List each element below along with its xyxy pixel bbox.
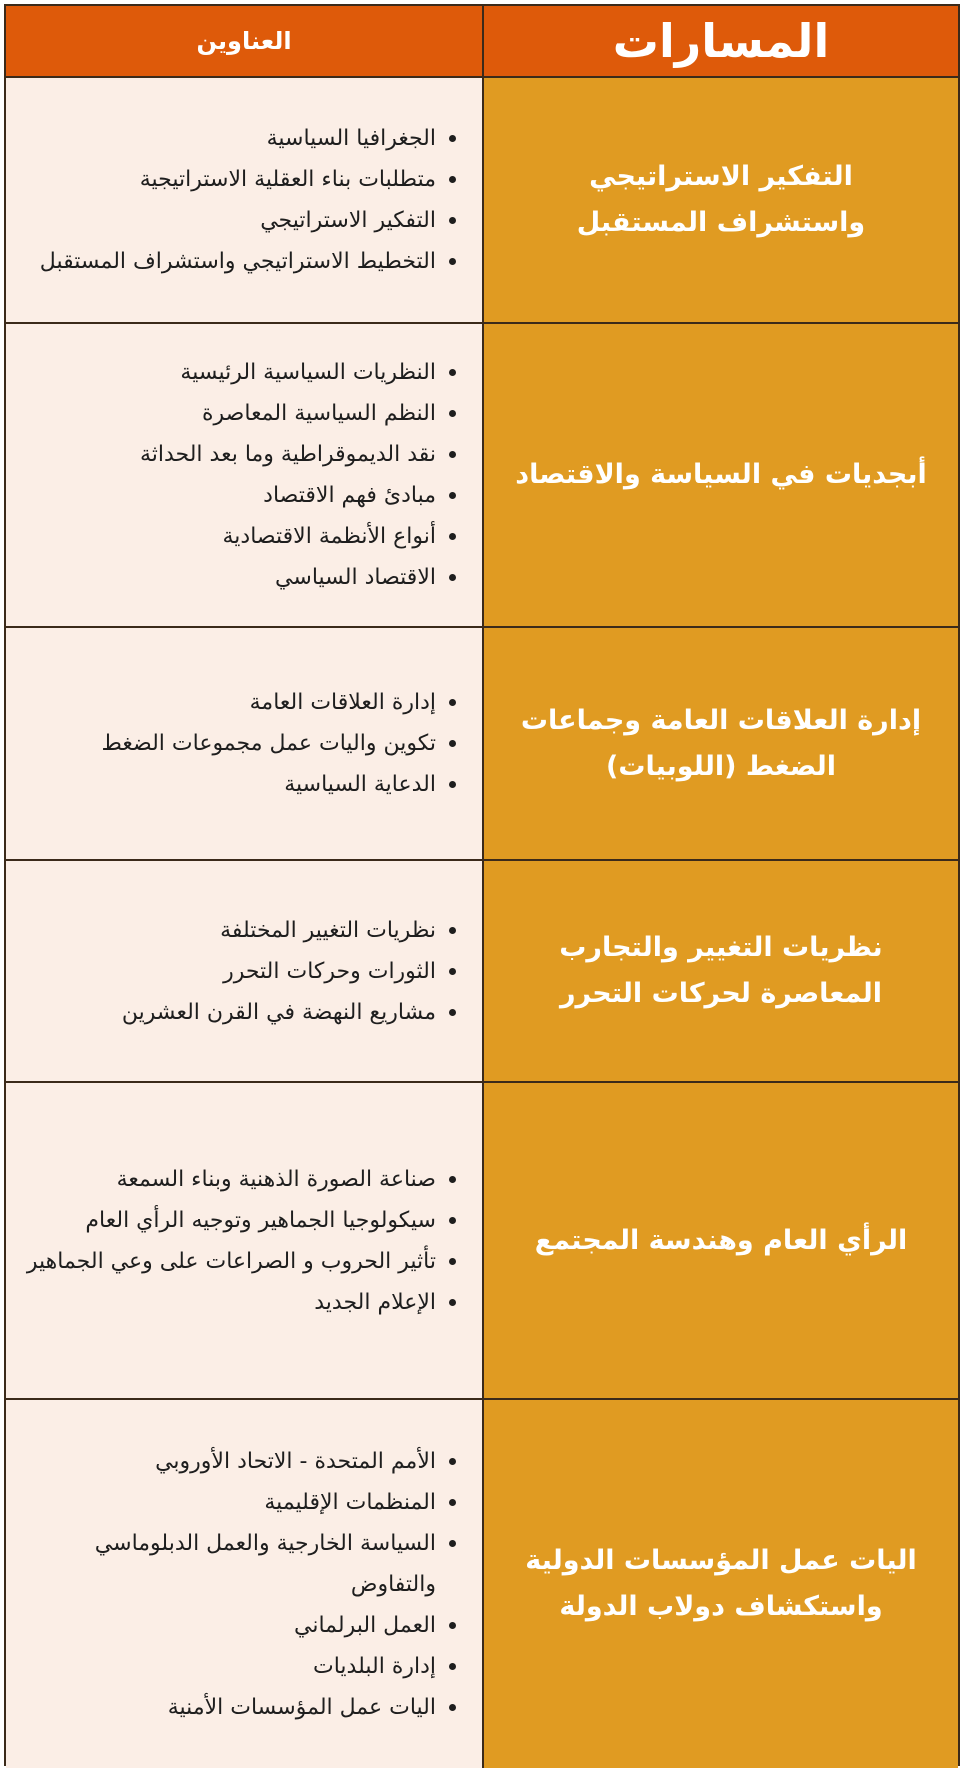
topic-item: أنواع الأنظمة الاقتصادية [18,516,464,557]
tracks-table [4,4,960,1766]
topic-item: الثورات وحركات التحرر [18,951,464,992]
topic-item: متطلبات بناء العقلية الاستراتيجية [18,159,464,200]
topics-list [18,1159,464,1323]
topic-item: المنظمات الإقليمية [18,1482,464,1523]
topic-item: التخطيط الاستراتيجي واستشراف المستقبل [18,241,464,282]
track-label: الرأي العام وهندسة المجتمع [534,1224,908,1256]
topics-cell [6,1083,482,1400]
topic-item: مشاريع النهضة في القرن العشرين [18,992,464,1033]
topic-item: الجغرافيا السياسية [18,118,464,159]
header-tracks [482,6,958,78]
topics-list [18,682,464,805]
track-cell [482,861,958,1083]
track-cell [482,78,958,324]
topics-cell [6,78,482,324]
topic-item: إدارة العلاقات العامة [18,682,464,723]
topic-item: النظم السياسية المعاصرة [18,393,464,434]
header-tracks-label: المسارات [612,14,830,68]
topic-item: نظريات التغيير المختلفة [18,910,464,951]
track-cell [482,628,958,861]
topic-item: الاقتصاد السياسي [18,557,464,598]
topic-item: اليات عمل المؤسسات الأمنية [18,1687,464,1728]
track-label: نظريات التغيير والتجارب المعاصرة لحركات التحرر [559,932,883,1009]
topic-item: نقد الديموقراطية وما بعد الحداثة [18,434,464,475]
topic-item: النظريات السياسية الرئيسية [18,352,464,393]
header-titles-label: العناوين [196,27,292,55]
topics-cell [6,861,482,1083]
topics-list [18,1441,464,1728]
topics-cell [6,324,482,628]
track-label: التفكير الاستراتيجي واستشراف المستقبل [576,161,866,238]
topic-item: العمل البرلماني [18,1605,464,1646]
topic-item: إدارة البلديات [18,1646,464,1687]
track-label: إدارة العلاقات العامة وجماعات الضغط (اللوبيات) [520,704,922,782]
track-cell [482,1400,958,1768]
track-label: اليات عمل المؤسسات الدولية واستكشاف دولاب الدولة [525,1545,917,1622]
topics-cell [6,1400,482,1768]
topic-item: صناعة الصورة الذهنية وبناء السمعة [18,1159,464,1200]
topic-item: الأمم المتحدة - الاتحاد الأوروبي [18,1441,464,1482]
track-cell [482,1083,958,1400]
topics-list [18,118,464,282]
topic-item: السياسة الخارجية والعمل الدبلوماسي والتفاوض [18,1523,464,1605]
topic-item: الإعلام الجديد [18,1282,464,1323]
topic-item: سيكولوجيا الجماهير وتوجيه الرأي العام [18,1200,464,1241]
topic-item: التفكير الاستراتيجي [18,200,464,241]
track-label: أبجديات في السياسة والاقتصاد [515,459,927,491]
header-titles [6,6,482,78]
topic-item: تأثير الحروب و الصراعات على وعي الجماهير [18,1241,464,1282]
topic-item: مبادئ فهم الاقتصاد [18,475,464,516]
topics-list [18,352,464,598]
topics-cell [6,628,482,861]
topic-item: الدعاية السياسية [18,764,464,805]
track-cell [482,324,958,628]
topics-list [18,910,464,1033]
topic-item: تكوين واليات عمل مجموعات الضغط [18,723,464,764]
